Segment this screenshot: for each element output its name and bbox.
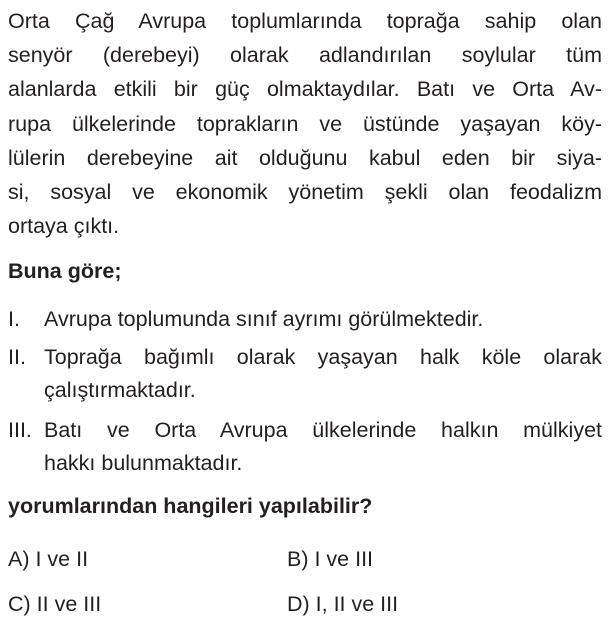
passage-line: ortaya çıktı. [8, 214, 120, 239]
option-c[interactable]: C) II ve III [8, 592, 102, 616]
statement-line: Toprağa bağımlı olarak yaşayan halk köle olarak [44, 345, 602, 369]
statement-3 [8, 414, 602, 480]
passage-line: alanlarda etkili bir güç olmaktaydılar. Batı ve Orta Av- [8, 77, 602, 102]
statement-line: Batı ve Orta Avrupa ülkelerinde halkın mülkiyet [44, 418, 602, 442]
option-d[interactable]: D) I, II ve III [287, 592, 399, 616]
statement-number: III. [8, 418, 32, 442]
statement-text [44, 414, 602, 480]
statement-number: II. [8, 345, 26, 369]
statement-line: Avrupa toplumunda sınıf ayrımı görülmektedir. [44, 307, 484, 331]
statement-1 [8, 303, 602, 336]
passage-line: rupa ülkelerinde toprakların ve üstünde yaşayan köy- [8, 111, 602, 136]
passage-line: lülerin derebeyine ait olduğunu kabul eden bir siya- [8, 145, 602, 170]
passage-line: si, sosyal ve ekonomik yönetim şekli olan feodalizm [8, 180, 602, 205]
passage-line: senyör (derebeyi) olarak adlandırılan soylular tüm [8, 43, 602, 68]
statement-line: hakkı bulunmaktadır. [44, 451, 243, 475]
passage-line: Orta Çağ Avrupa toplumlarında toprağa sahip olan [8, 9, 602, 33]
question-prompt: yorumlarından hangileri yapılabilir? [8, 494, 373, 518]
statement-2 [8, 341, 602, 407]
statement-number: I. [8, 307, 20, 331]
option-a[interactable]: A) I ve II [8, 547, 89, 571]
statement-text [44, 303, 602, 336]
option-b[interactable]: B) I ve III [287, 547, 374, 571]
question-lead: Buna göre; [8, 259, 122, 283]
statement-line: çalıştırmaktadır. [44, 378, 196, 402]
statement-text [44, 341, 602, 407]
passage [8, 4, 602, 243]
